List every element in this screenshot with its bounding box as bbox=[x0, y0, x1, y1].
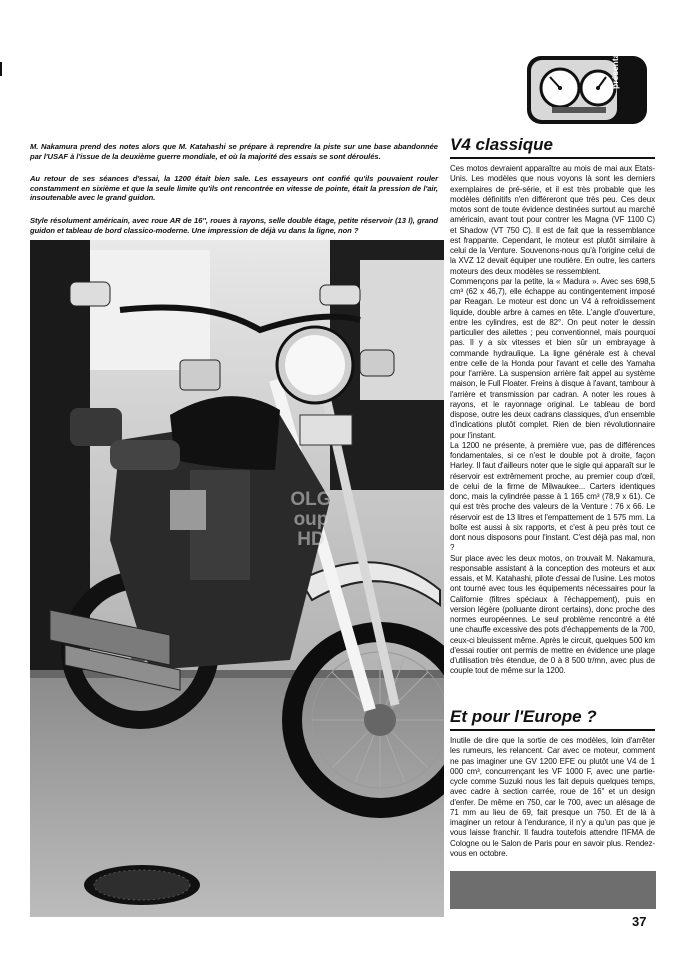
article-body bbox=[450, 736, 655, 859]
paragraph: Sur place avec les deux motos, on trouvait M. Nakamura, responsable assistant à la conception des moteurs et aux essais, et M. Katahashi, pilote d'essai de l'usine. Les motos ont tourné avec tous les équipements nécessaires pour la Californie (filtres spéciaux à l'échappement), puis en version légère (polluante diront certains), donc proche des normes européennes. Le seul problème rencontré a été une chauffe excessive des pots d'échappements de la 700, ceux-ci bleuissent même. Après le circuit, quelques 500 km d'essai routier ont permis de mettre en évidence une plage d'utilisation très étendue, de 0 à 8 500 tr/mn, avec plus de couple tout de même sur la 1200. bbox=[450, 553, 655, 676]
motorcycle-image bbox=[30, 240, 444, 917]
badge-label: présentation bbox=[610, 37, 620, 89]
caption-3: Style résolument américain, avec roue AR de 16'', roues à rayons, selle double étage, petite réservoir (13 l), grand guidon et tableau de bord classico-moderne. Une impression de déjà vu dans la ligne, non ? bbox=[30, 216, 438, 235]
caption-2: Au retour de ses séances d'essai, la 1200 était bien sale. Les essayeurs ont confié qu'ils pouvaient rouler constamment en sixième et que la seule limite qu'ils ont rencontrée en vitesse de pointe, était la pression de l'air, insoutenable avec le grand guidon. bbox=[30, 174, 438, 203]
paragraph: La 1200 ne présente, à première vue, pas de différences fondamentales, si ce n'est le double pot à droite, façon Harley. Il faut d'ailleurs noter que le sigle qui apparaît sur le réservoir est extrêmement proche, au premier coup d'œil, de celui de la firme de Milwaukee... Carters identiques donc, mais la cylindrée passe à 1 165 cm³ (78,9 x 61). Ce qui est très proche des valeurs de la Venture : 76 x 66. Le réservoir est de 13 litres et l'empattement de 1 575 mm. La boîte est aussi à six rapports, et c'est à peu près tout ce dont nous disposons pour l'instant. C'est déjà pas mal, non ? bbox=[450, 440, 655, 553]
section-heading: V4 classique bbox=[450, 135, 655, 159]
paragraph: Inutile de dire que la sortie de ces modèles, loin d'arrêter les rumeurs, les relancent. Car avec ce moteur, comment ne pas imaginer une GV 1200 EFE ou plutôt une V4 de 1 000 cm³, concurrençant les VF 1000 F, avec une partie-cycle comme Suzuki nous les fait depuis quelques temps, avec cadre à section carrée, roue de 16'' et un design d'enfer. De même en 750, car le 700, avec un alésage de 71 mm au lieu de 69, fait presque un 750. Et de là à imaginer un retour à l'endurance, il n'y a qu'un pas que je vous laisse franchir. Il faudra toutefois attendre l'IFMA de Cologne ou le Salon de Paris pour en savoir plus. Rendez-vous en octobre. bbox=[450, 736, 655, 858]
watermark-line-3: HD bbox=[297, 529, 325, 550]
paragraph: Ces motos devraient apparaître au mois de mai aux Etats-Unis. Les modèles que nous voyons là sont les derniers exemplaires de pré-série, et il est très probable que les modèles définitifs n'en différeront que très peu. Ces deux motos sont de toute évidence destinées surtout au marché américain, avant tout pour contrer les Magna (VF 1100 C) et Shadow (VT 750 C). Il est de fait que la ressemblance est frappante. Cependant, le moteur est plutôt similaire à celui de la Venture. Souvenons-nous qu'à l'origine celui de la XVZ 12 devait équiper une routière. En outre, les carters moteurs des deux modèles se ressemblent. bbox=[450, 164, 655, 276]
margin-mark bbox=[0, 62, 2, 76]
watermark-line-2: oup bbox=[293, 509, 329, 530]
dashboard-gauges-icon bbox=[526, 55, 648, 125]
section-v4-classique bbox=[450, 135, 655, 677]
page-number: 37 bbox=[632, 914, 647, 929]
gray-block bbox=[450, 871, 656, 909]
article-body bbox=[450, 164, 655, 677]
watermark-logo bbox=[276, 490, 346, 552]
paragraph: Commençons par la petite, la « Madura ». Avec ses 698,5 cm³ (62 x 46,7), elle échappe au contingentement imposé par Reagan. Le moteur est donc un V4 à refroidissement liquide, double arbre à cames en tête. L'angle d'ouverture, entre les cylindres, est de 82°. On peut noter le dessin particulier des ailettes ; peu conventionnel, mais pourquoi pas. Il y a six vitesses et bien sûr un embrayage à commande hydraulique. La ligne générale est à cheval entre celle de la Honda pour l'avant et celle des Yamaha pour l'arrière. La suspension arrière fait appel au système maison, le Full Floater. Freins à disque à l'avant, tambour à l'arrière et transmission par cadran. A noter les roues à rayons, et le rayonnage original. Le tableau de bord dispose, outre les deux cadrans classiques, d'un ensemble d'indications plutôt complet. Rien de bien révolutionnaire pour l'instant. bbox=[450, 276, 655, 440]
watermark-line-1: OLG bbox=[290, 489, 332, 510]
motorcycle-photo bbox=[30, 240, 444, 917]
presentation-badge bbox=[526, 37, 648, 125]
caption-1: M. Nakamura prend des notes alors que M. Katahashi se prépare à reprendre la piste sur une base abandonnée par l'USAF à l'issue de la deuxième guerre mondiale, et où la majorité des essais se sont déroulés. bbox=[30, 142, 438, 161]
section-heading: Et pour l'Europe ? bbox=[450, 707, 655, 731]
section-et-pour-l-europe bbox=[450, 707, 655, 859]
